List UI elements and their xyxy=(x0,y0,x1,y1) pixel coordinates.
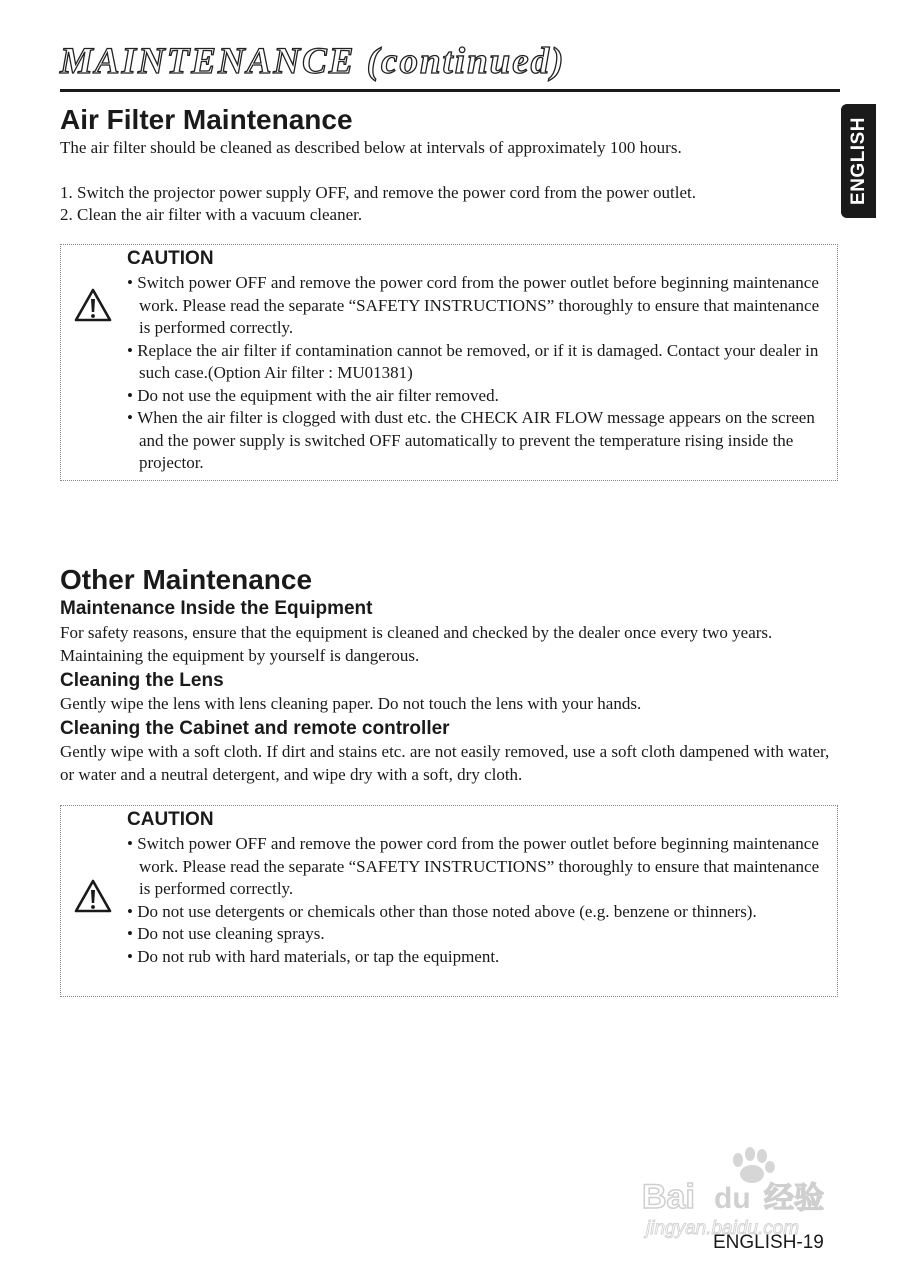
air-filter-step-2: 2. Clean the air filter with a vacuum cleaner. xyxy=(60,205,363,224)
cleaning-cabinet-heading: Cleaning the Cabinet and remote controller xyxy=(60,718,450,739)
caution-title: CAUTION xyxy=(127,248,214,269)
svg-text:du: du xyxy=(714,1182,751,1215)
caution-item: • Replace the air filter if contamination cannot be removed, or if it is damaged. Contact your dealer in such case.(Option Air filter : MU01381) xyxy=(127,340,832,385)
caution-title: CAUTION xyxy=(127,809,214,830)
svg-text:jingyan.baidu.com: jingyan.baidu.com xyxy=(646,1218,800,1239)
baidu-watermark-logo xyxy=(640,1140,850,1240)
caution-list xyxy=(127,272,832,475)
svg-text:Bai: Bai xyxy=(642,1178,695,1216)
air-filter-heading: Air Filter Maintenance xyxy=(60,104,353,135)
svg-text:经验: 经验 xyxy=(764,1181,824,1216)
other-caution-box xyxy=(60,805,838,997)
air-filter-caution-box xyxy=(60,244,838,481)
page-number: ENGLISH-19 xyxy=(713,1232,824,1253)
inside-equipment-text: For safety reasons, ensure that the equipment is cleaned and checked by the dealer once every two years. Maintaining the equipment by yourself is dangerous. xyxy=(60,623,773,665)
language-tab xyxy=(841,104,876,218)
caution-item: • Do not use cleaning sprays. xyxy=(127,923,832,946)
cleaning-cabinet-text: Gently wipe with a soft cloth. If dirt and stains etc. are not easily removed, use a soft cloth dampened with water, or water and a neutral detergent, and wipe dry with a soft, dry cloth. xyxy=(60,742,830,784)
language-tab-label: ENGLISH xyxy=(847,117,869,205)
caution-list xyxy=(127,833,832,968)
caution-item: • Do not use detergents or chemicals other than those noted above (e.g. benzene or thinners). xyxy=(127,901,832,924)
header-rule xyxy=(60,89,840,92)
caution-item: • Do not rub with hard materials, or tap the equipment. xyxy=(127,946,832,969)
caution-item: • Do not use the equipment with the air filter removed. xyxy=(127,385,832,408)
caution-item: • Switch power OFF and remove the power cord from the power outlet before beginning maintenance work. Please read the separate “SAFETY INSTRUCTIONS” thoroughly to ensure that maintenance is performed correctly. xyxy=(127,272,832,340)
inside-equipment-heading: Maintenance Inside the Equipment xyxy=(60,598,373,619)
cleaning-lens-text: Gently wipe the lens with lens cleaning paper. Do not touch the lens with your hands. xyxy=(60,694,642,713)
air-filter-intro: The air filter should be cleaned as described below at intervals of approximately 100 hours. xyxy=(60,138,682,157)
air-filter-step-1: 1. Switch the projector power supply OFF, and remove the power cord from the power outlet. xyxy=(60,183,696,202)
page-header-title: MAINTENANCE (continued) xyxy=(60,41,566,82)
warning-triangle-icon xyxy=(74,879,112,913)
other-maintenance-heading: Other Maintenance xyxy=(60,564,313,595)
warning-triangle-icon xyxy=(74,288,112,322)
caution-item: • When the air filter is clogged with dust etc. the CHECK AIR FLOW message appears on the screen and the power supply is switched OFF automatically to prevent the temperature rising inside the projector. xyxy=(127,407,832,475)
caution-item: • Switch power OFF and remove the power cord from the power outlet before beginning maintenance work. Please read the separate “SAFETY INSTRUCTIONS” thoroughly to ensure that maintenance is performed correctly. xyxy=(127,833,832,901)
cleaning-lens-heading: Cleaning the Lens xyxy=(60,670,224,691)
